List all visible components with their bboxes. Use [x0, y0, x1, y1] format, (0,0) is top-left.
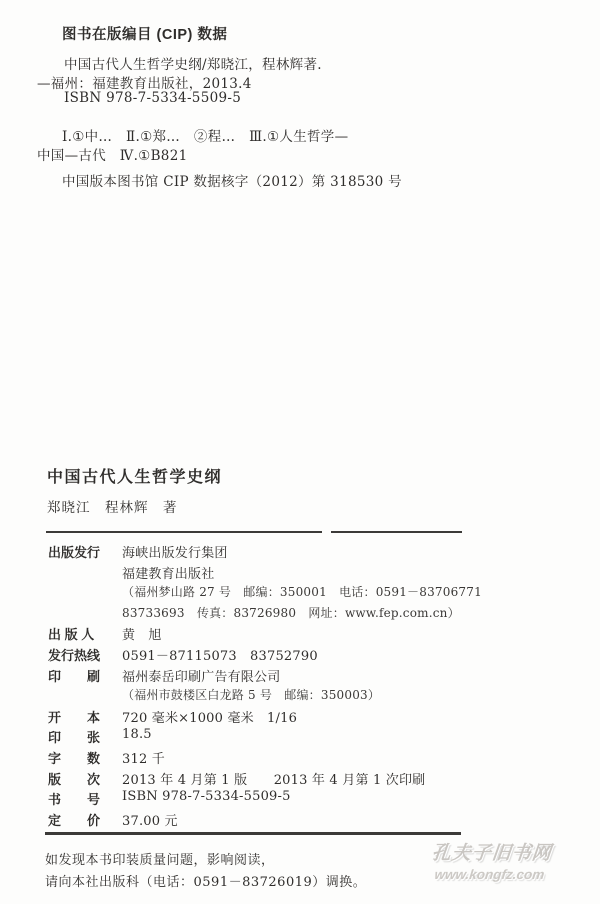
- watermark: [424, 838, 559, 882]
- pub-row-value: 福建教育出版社: [122, 566, 215, 582]
- pub-row-label: 印 刷: [48, 668, 101, 684]
- pub-row-label: 书 号: [48, 792, 101, 808]
- cip-record-line: 中国版本图书馆 CIP 数据核字（2012）第 318530 号: [62, 174, 402, 190]
- pub-row-label: 出版发行: [48, 545, 101, 560]
- pub-row-value: 海峡出版发行集团: [122, 546, 228, 561]
- pub-row-value: 黄 旭: [122, 628, 162, 644]
- footer-note-line-1: 如发现本书印装质量问题，影响阅读，: [45, 853, 275, 868]
- author-divider-right: [331, 531, 462, 533]
- pub-row-label: 开 本: [48, 709, 101, 725]
- pub-row: [0, 604, 600, 625]
- pub-row: [0, 727, 600, 748]
- pub-row-label: 字 数: [48, 750, 101, 766]
- footer-note-line-2: 请向本社出版科（电话：0591－83726019）调换。: [45, 875, 367, 890]
- pub-row-label: 定 价: [48, 812, 101, 828]
- cip-entry-line-1: 中国古代人生哲学史纲/郑晓江，程林辉著.: [64, 57, 322, 73]
- pub-row-value: 2013 年 4 月第 1 版 2013 年 4 月第 1 次印刷: [122, 772, 426, 788]
- pub-row-value: 37.00 元: [122, 813, 178, 829]
- pub-row-value: （福州市鼓楼区白龙路 5 号 邮编：350003）: [122, 688, 381, 703]
- pub-row: [0, 810, 600, 831]
- pub-row-value: 312 千: [122, 751, 165, 767]
- watermark-site-name: 孔夫子旧书网: [430, 842, 553, 864]
- pub-row: [0, 624, 600, 645]
- cip-class-line-2: 中国—古代 Ⅳ.①B821: [37, 148, 188, 164]
- pub-row: [0, 563, 600, 584]
- pub-row-value: 83733693 传真：83726980 网址：www.fep.com.cn）: [122, 605, 460, 620]
- pub-row: [0, 769, 600, 790]
- pub-row: [0, 789, 600, 810]
- pub-row-label: 出 版 人: [48, 627, 95, 643]
- pub-row: [0, 583, 600, 604]
- pub-row-value: ISBN 978-7-5334-5509-5: [122, 789, 291, 805]
- pub-row: [0, 542, 600, 563]
- bottom-rule: [45, 832, 461, 835]
- pub-row-label: 印 张: [48, 730, 101, 746]
- cip-header: 图书在版编目 (CIP) 数据: [62, 27, 228, 43]
- pub-row: [0, 707, 600, 728]
- watermark-site-url: www.kongfz.com: [433, 867, 546, 882]
- pub-row: [0, 686, 600, 707]
- cip-entry-line-2: —福州：福建教育出版社，2013.4: [37, 76, 252, 92]
- pub-row-value: 720 毫米×1000 毫米 1/16: [122, 710, 298, 726]
- author-divider-left: [46, 531, 322, 533]
- pub-row-value: 18.5: [122, 727, 152, 743]
- pub-row-value: （福州梦山路 27 号 邮编：350001 电话：0591－83706771: [122, 585, 482, 600]
- pub-row: [0, 748, 600, 769]
- cip-entry-line-3: ISBN 978-7-5334-5509-5: [64, 90, 242, 106]
- cip-class-line-1: Ⅰ.①中… Ⅱ.①郑… ②程… Ⅲ.①人生哲学—: [62, 129, 349, 145]
- pub-row: [0, 666, 600, 687]
- pub-row-label: 版 次: [48, 771, 101, 787]
- book-authors: 郑晓江 程林辉 著: [47, 500, 178, 516]
- pub-row: [0, 645, 600, 666]
- pub-row-label: 发行热线: [48, 647, 101, 663]
- book-title: 中国古代人生哲学史纲: [47, 469, 223, 486]
- pub-info-block: [0, 542, 600, 830]
- pub-row-value: 0591－87115073 83752790: [122, 648, 318, 664]
- pub-row-value: 福州泰岳印刷广告有限公司: [122, 669, 281, 685]
